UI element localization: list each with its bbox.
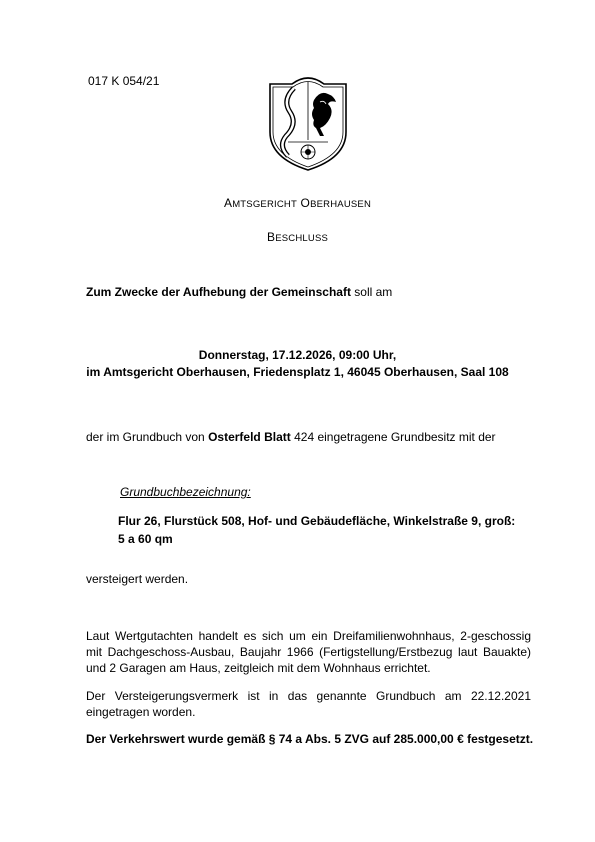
- intro-line: [86, 285, 392, 299]
- intro-bold: Zum Zwecke der Aufhebung der Gemeinschaft: [86, 285, 351, 299]
- intro-normal: soll am: [350, 285, 393, 299]
- grundbuch-line: der im Grundbuch von Osterfeld Blatt 424 eingetragene Grundbesitz mit der: [86, 430, 496, 444]
- market-value-statement: Der Verkehrswert wurde gemäß § 74 a Abs. 5 ZVG auf 285.000,00 € festgesetzt.: [86, 732, 534, 746]
- parcel-line-1: Flur 26, Flurstück 508, Hof- und Gebäudefläche, Winkelstraße 9, groß:: [118, 514, 516, 528]
- registration-paragraph: Der Versteigerungsvermerk ist in das genannte Grundbuch am 22.12.2021 eingetragen worden.: [86, 689, 531, 719]
- parcel-description: [118, 512, 538, 548]
- coat-of-arms-icon: [264, 70, 352, 174]
- appraisal-paragraph: Laut Wertgutachten handelt es sich um ein Dreifamilienwohnhaus, 2-geschossig mit Dachgeschoss-Ausbau, Baujahr 1966 (Fertigstellung/Erstbezug laut Bauakte) und 2 Garagen am Haus, zeitgleich mit dem Wohnhaus errichtet.: [86, 629, 531, 675]
- grundbuch-label: Grundbuchbezeichnung:: [120, 485, 251, 499]
- auction-statement: versteigert werden.: [86, 572, 189, 586]
- file-number: 017 K 054/21: [88, 74, 160, 88]
- auction-date: Donnerstag, 17.12.2026, 09:00 Uhr,: [198, 348, 397, 362]
- court-name: AMTSGERICHT OBERHAUSEN: [223, 196, 372, 210]
- auction-place: im Amtsgericht Oberhausen, Friedensplatz 1, 46045 Oberhausen, Saal 108: [86, 365, 509, 379]
- parcel-line-2: 5 a 60 qm: [118, 532, 173, 546]
- decision-heading: BESCHLUSS: [266, 230, 329, 244]
